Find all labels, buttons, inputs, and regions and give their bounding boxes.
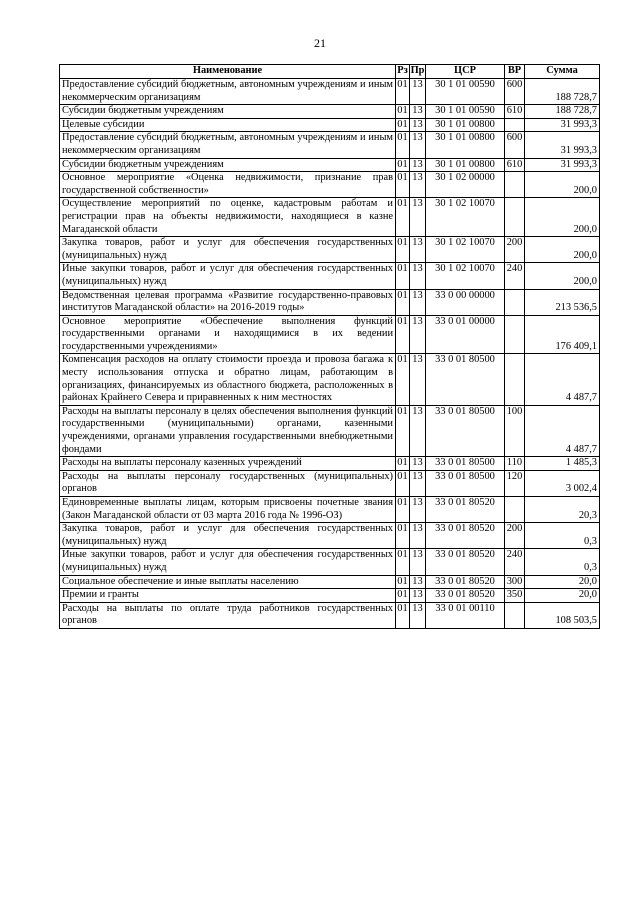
cell-vr [505, 198, 525, 237]
cell-name: Основное мероприятие «Обеспечение выполнения функций государственными органами и находящимися в их ведении государственными учреждениями» [60, 315, 396, 354]
cell-name: Социальное обеспечение и иные выплаты населению [60, 575, 396, 589]
cell-vr: 200 [505, 237, 525, 263]
cell-rz: 01 [396, 263, 410, 289]
table-row [60, 549, 600, 575]
header-rz: Рз [396, 65, 410, 79]
cell-sum: 213 536,5 [525, 289, 600, 315]
cell-pr: 13 [410, 289, 426, 315]
cell-sum: 200,0 [525, 172, 600, 198]
cell-sum: 200,0 [525, 198, 600, 237]
cell-csr: 33 0 01 80500 [426, 354, 505, 405]
cell-rz: 01 [396, 405, 410, 456]
table-row [60, 198, 600, 237]
cell-pr: 13 [410, 549, 426, 575]
cell-csr: 33 0 01 80500 [426, 457, 505, 471]
cell-sum: 108 503,5 [525, 602, 600, 628]
cell-rz: 01 [396, 289, 410, 315]
header-name: Наименование [60, 65, 396, 79]
cell-name: Иные закупки товаров, работ и услуг для обеспечения государственных (муниципальных) нужд [60, 549, 396, 575]
cell-name: Осуществление мероприятий по оценке, кадастровым работам и регистрации прав на объекты недвижимости, находящиеся в казне Магаданской области [60, 198, 396, 237]
cell-vr: 100 [505, 405, 525, 456]
cell-rz: 01 [396, 237, 410, 263]
cell-sum: 20,0 [525, 589, 600, 603]
cell-name: Ведомственная целевая программа «Развитие государственно-правовых институтов Магаданской области» на 2016-2019 годы» [60, 289, 396, 315]
cell-csr: 30 1 02 10070 [426, 263, 505, 289]
cell-pr: 13 [410, 132, 426, 158]
table-row [60, 457, 600, 471]
cell-name: Расходы на выплаты по оплате труда работников государственных органов [60, 602, 396, 628]
cell-pr: 13 [410, 198, 426, 237]
cell-pr: 13 [410, 315, 426, 354]
cell-sum: 31 993,3 [525, 158, 600, 172]
cell-vr: 120 [505, 470, 525, 496]
cell-vr [505, 118, 525, 132]
header-sum: Сумма [525, 65, 600, 79]
table-row [60, 237, 600, 263]
cell-vr [505, 289, 525, 315]
cell-name: Расходы на выплаты персоналу казенных учреждений [60, 457, 396, 471]
cell-csr: 30 1 01 00800 [426, 118, 505, 132]
cell-rz: 01 [396, 457, 410, 471]
cell-name: Субсидии бюджетным учреждениям [60, 105, 396, 119]
cell-name: Закупка товаров, работ и услуг для обеспечения государственных (муниципальных) нужд [60, 523, 396, 549]
cell-vr: 240 [505, 263, 525, 289]
table-row [60, 172, 600, 198]
table-row [60, 79, 600, 105]
header-pr: Пр [410, 65, 426, 79]
table-row [60, 263, 600, 289]
page-number: 21 [314, 36, 326, 50]
cell-sum: 200,0 [525, 263, 600, 289]
cell-vr: 600 [505, 79, 525, 105]
table-row [60, 289, 600, 315]
cell-rz: 01 [396, 172, 410, 198]
cell-csr: 33 0 01 80520 [426, 589, 505, 603]
cell-vr: 610 [505, 158, 525, 172]
table-row [60, 354, 600, 405]
cell-vr: 350 [505, 589, 525, 603]
cell-sum: 4 487,7 [525, 354, 600, 405]
cell-rz: 01 [396, 79, 410, 105]
cell-pr: 13 [410, 237, 426, 263]
cell-pr: 13 [410, 172, 426, 198]
header-csr: ЦСР [426, 65, 505, 79]
cell-rz: 01 [396, 575, 410, 589]
cell-csr: 33 0 01 00110 [426, 602, 505, 628]
cell-sum: 176 409,1 [525, 315, 600, 354]
cell-rz: 01 [396, 354, 410, 405]
cell-sum: 200,0 [525, 237, 600, 263]
cell-csr: 30 1 01 00800 [426, 132, 505, 158]
cell-vr [505, 172, 525, 198]
budget-table [59, 64, 600, 629]
cell-pr: 13 [410, 354, 426, 405]
cell-name: Премии и гранты [60, 589, 396, 603]
cell-rz: 01 [396, 315, 410, 354]
cell-csr: 33 0 01 80520 [426, 549, 505, 575]
cell-name: Целевые субсидии [60, 118, 396, 132]
cell-sum: 0,3 [525, 523, 600, 549]
cell-rz: 01 [396, 589, 410, 603]
cell-pr: 13 [410, 589, 426, 603]
cell-pr: 13 [410, 79, 426, 105]
cell-sum: 3 002,4 [525, 470, 600, 496]
cell-name: Основное мероприятие «Оценка недвижимости, признание прав государственной собственности» [60, 172, 396, 198]
cell-csr: 33 0 01 00000 [426, 315, 505, 354]
cell-name: Предоставление субсидий бюджетным, автономным учреждениям и иным некоммерческим организациям [60, 132, 396, 158]
cell-pr: 13 [410, 405, 426, 456]
cell-pr: 13 [410, 523, 426, 549]
cell-sum: 188 728,7 [525, 105, 600, 119]
cell-pr: 13 [410, 457, 426, 471]
header-vr: ВР [505, 65, 525, 79]
cell-sum: 20,3 [525, 497, 600, 523]
cell-pr: 13 [410, 470, 426, 496]
cell-sum: 4 487,7 [525, 405, 600, 456]
cell-rz: 01 [396, 118, 410, 132]
cell-pr: 13 [410, 118, 426, 132]
table-row [60, 523, 600, 549]
cell-rz: 01 [396, 105, 410, 119]
cell-name: Расходы на выплаты персоналу государственных (муниципальных) органов [60, 470, 396, 496]
cell-rz: 01 [396, 158, 410, 172]
table-row [60, 118, 600, 132]
cell-name: Единовременные выплаты лицам, которым присвоены почетные звания (Закон Магаданской области от 03 марта 2016 года № 1996-ОЗ) [60, 497, 396, 523]
cell-pr: 13 [410, 105, 426, 119]
table-row [60, 602, 600, 628]
cell-vr [505, 354, 525, 405]
cell-name: Иные закупки товаров, работ и услуг для обеспечения государственных (муниципальных) нужд [60, 263, 396, 289]
cell-pr: 13 [410, 497, 426, 523]
cell-csr: 33 0 01 80500 [426, 470, 505, 496]
cell-vr: 600 [505, 132, 525, 158]
cell-vr: 200 [505, 523, 525, 549]
cell-sum: 31 993,3 [525, 118, 600, 132]
cell-vr [505, 315, 525, 354]
cell-csr: 33 0 01 80520 [426, 497, 505, 523]
cell-pr: 13 [410, 602, 426, 628]
cell-csr: 30 1 01 00590 [426, 105, 505, 119]
table-row [60, 589, 600, 603]
cell-sum: 31 993,3 [525, 132, 600, 158]
cell-csr: 30 1 02 10070 [426, 198, 505, 237]
cell-vr: 240 [505, 549, 525, 575]
cell-vr: 300 [505, 575, 525, 589]
cell-name: Предоставление субсидий бюджетным, автономным учреждениям и иным некоммерческим организациям [60, 79, 396, 105]
cell-vr [505, 497, 525, 523]
cell-csr: 33 0 01 80500 [426, 405, 505, 456]
table-row [60, 405, 600, 456]
cell-vr: 610 [505, 105, 525, 119]
cell-csr: 30 1 02 00000 [426, 172, 505, 198]
table-row [60, 158, 600, 172]
cell-sum: 0,3 [525, 549, 600, 575]
cell-rz: 01 [396, 523, 410, 549]
table-row [60, 497, 600, 523]
cell-rz: 01 [396, 470, 410, 496]
table-row [60, 105, 600, 119]
table-row [60, 470, 600, 496]
cell-name: Компенсация расходов на оплату стоимости проезда и провоза багажа к месту использования отпуска и обратно лицам, работающим в организациях, финансируемых из областного бюджета, расположенных в районах Крайнего Севера и приравненных к ним местностях [60, 354, 396, 405]
table-header-row [60, 65, 600, 79]
cell-vr: 110 [505, 457, 525, 471]
table-row [60, 575, 600, 589]
cell-rz: 01 [396, 132, 410, 158]
table-row [60, 315, 600, 354]
cell-rz: 01 [396, 198, 410, 237]
cell-pr: 13 [410, 158, 426, 172]
cell-csr: 33 0 01 80520 [426, 523, 505, 549]
cell-sum: 1 485,3 [525, 457, 600, 471]
cell-csr: 30 1 01 00800 [426, 158, 505, 172]
cell-rz: 01 [396, 602, 410, 628]
cell-name: Субсидии бюджетным учреждениям [60, 158, 396, 172]
cell-csr: 33 0 00 00000 [426, 289, 505, 315]
cell-name: Закупка товаров, работ и услуг для обеспечения государственных (муниципальных) нужд [60, 237, 396, 263]
cell-csr: 33 0 01 80520 [426, 575, 505, 589]
cell-name: Расходы на выплаты персоналу в целях обеспечения выполнения функций государственными (муниципальными) органами, казенными учреждениями, органами управления государственными внебюджетными фондами [60, 405, 396, 456]
table-row [60, 132, 600, 158]
cell-pr: 13 [410, 575, 426, 589]
cell-pr: 13 [410, 263, 426, 289]
cell-sum: 188 728,7 [525, 79, 600, 105]
cell-sum: 20,0 [525, 575, 600, 589]
cell-csr: 30 1 01 00590 [426, 79, 505, 105]
cell-csr: 30 1 02 10070 [426, 237, 505, 263]
cell-rz: 01 [396, 549, 410, 575]
cell-rz: 01 [396, 497, 410, 523]
cell-vr [505, 602, 525, 628]
